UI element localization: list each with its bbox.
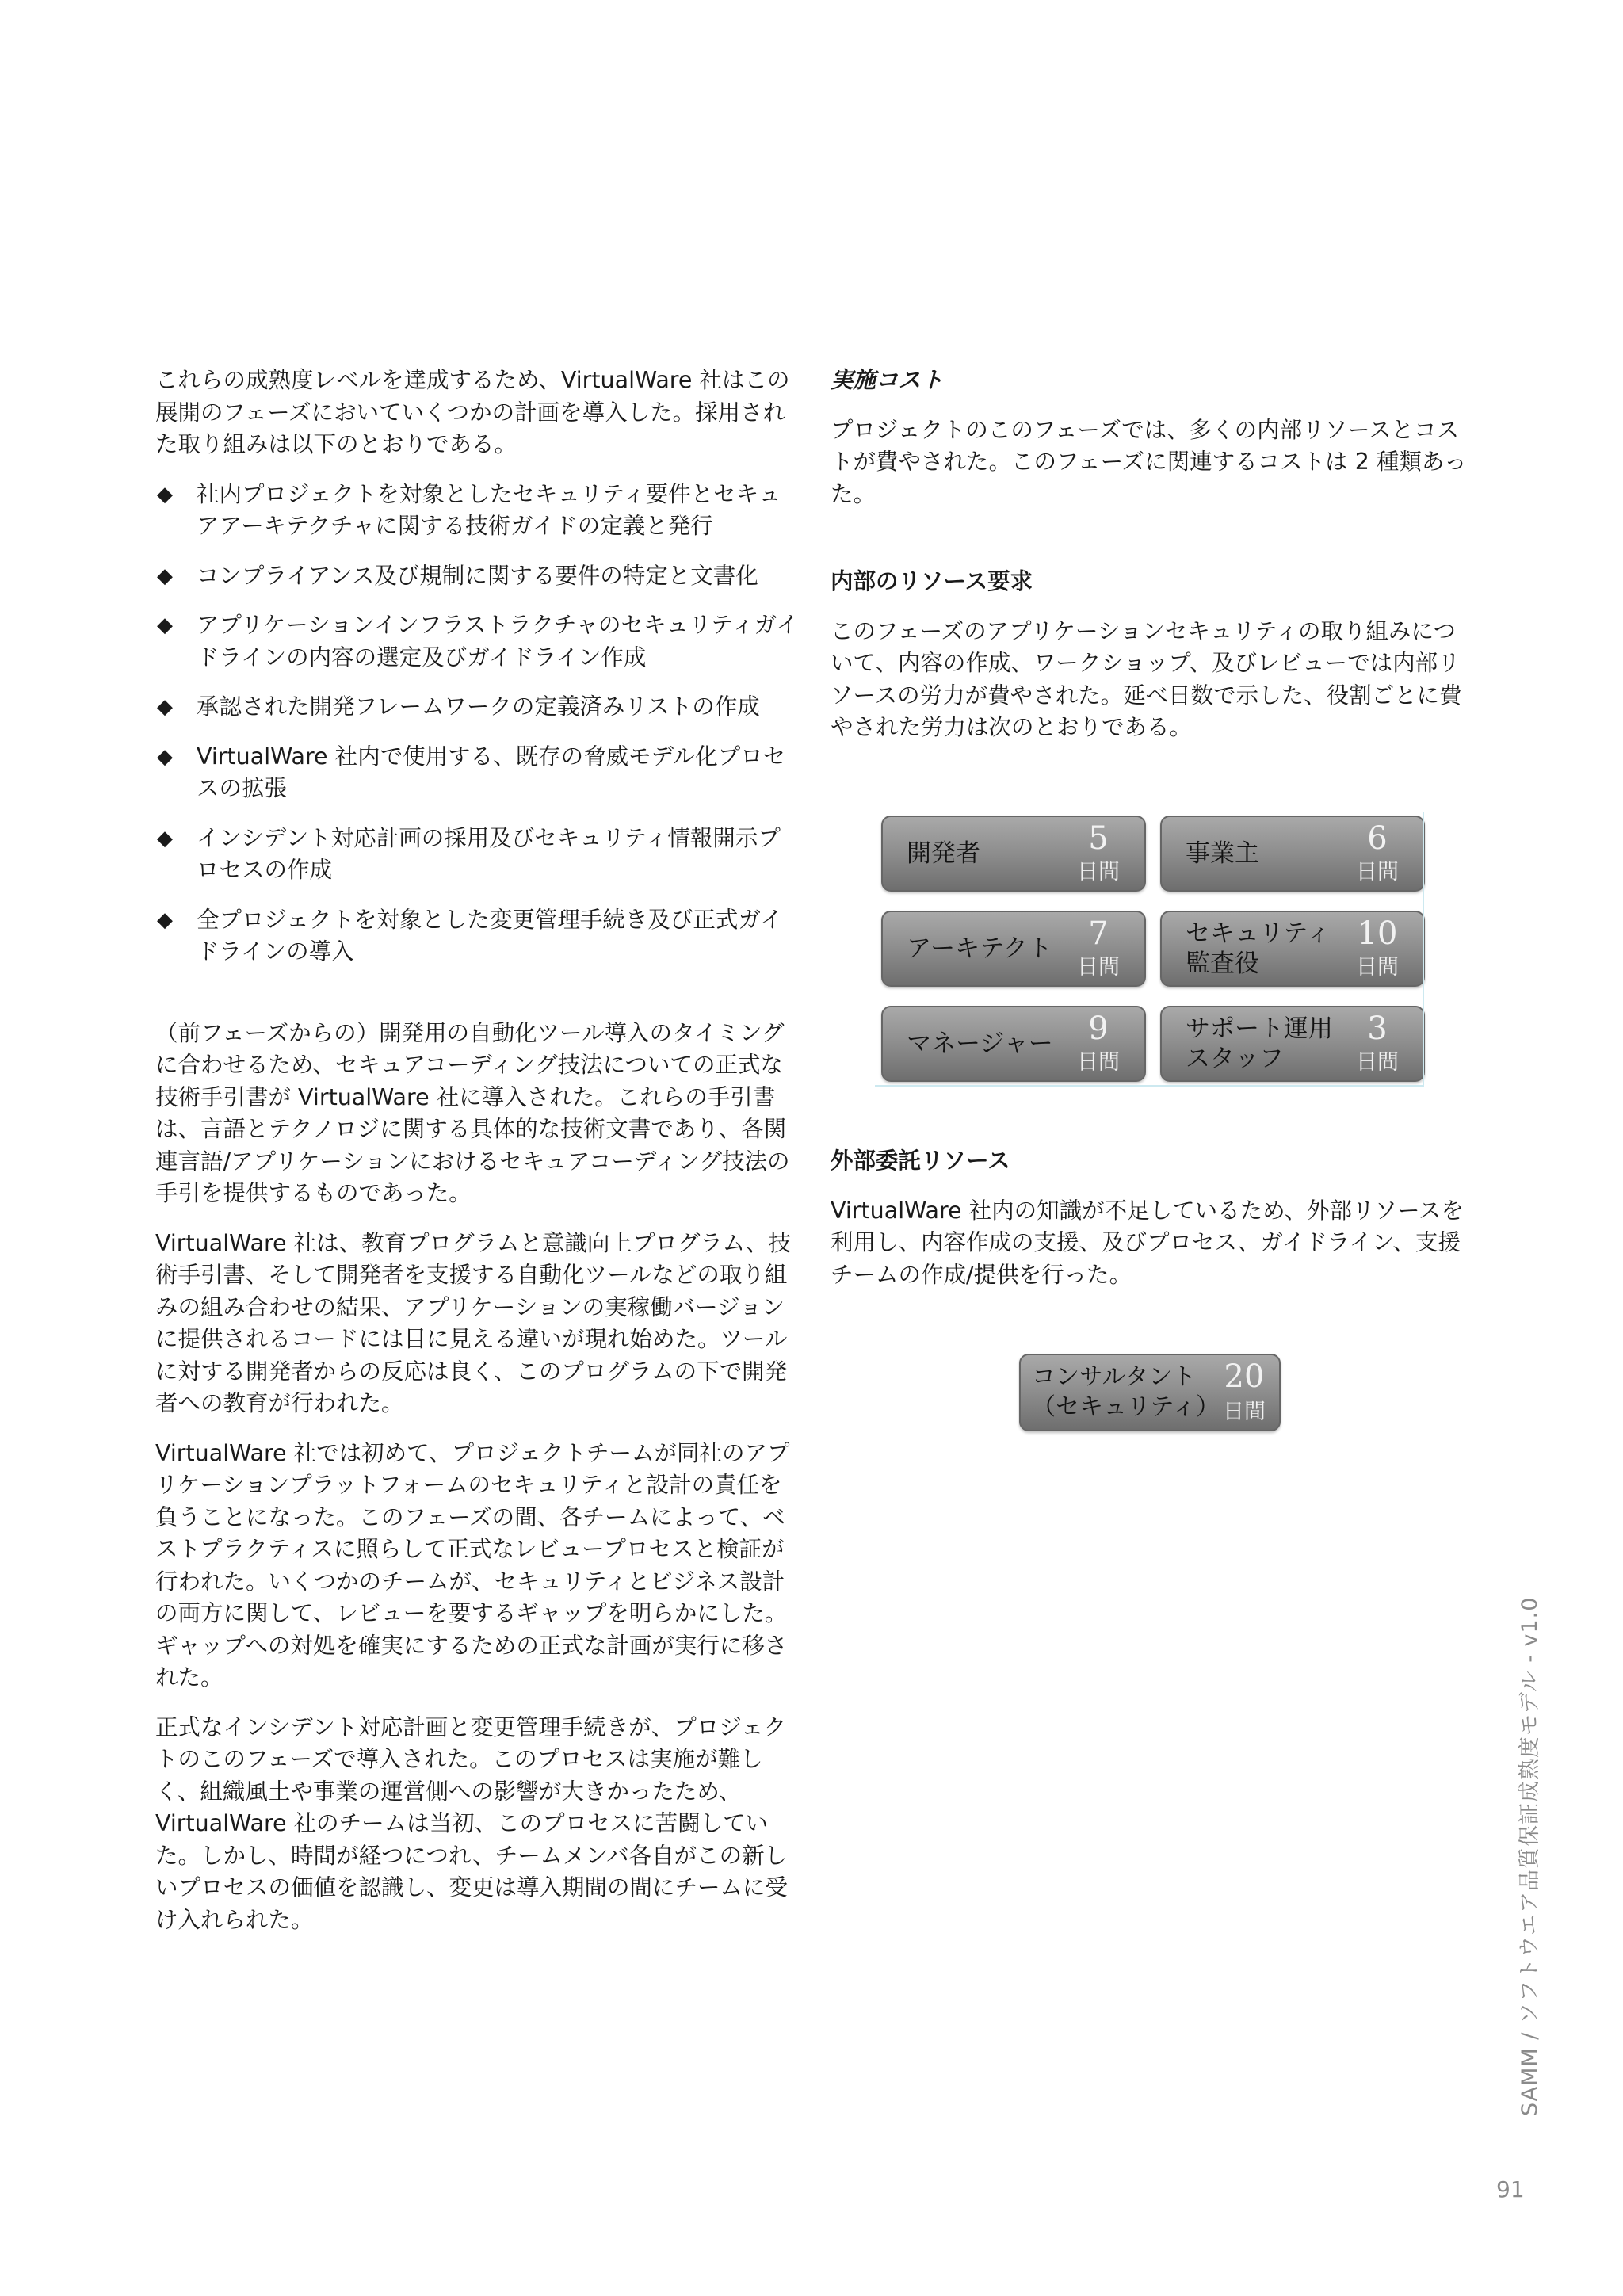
cost-paragraph: プロジェクトのこのフェーズでは、多くの内部リソースとコストが費やされた。このフェーズに関連するコストは 2 種類あった。	[831, 416, 1467, 507]
consultant-effort-card	[1019, 1354, 1281, 1431]
list-item: ◆ 承認された開発フレームワークの定義済みリストの作成	[155, 691, 799, 724]
diamond-bullet-icon: ◆	[157, 482, 173, 506]
role-days-unit: 日間	[1077, 1050, 1120, 1075]
role-effort-card	[881, 816, 1146, 892]
role-days-value: 20	[1224, 1358, 1265, 1395]
role-days-value: 6	[1367, 820, 1388, 857]
role-effort-card	[1160, 1006, 1425, 1082]
role-days-unit: 日間	[1077, 955, 1120, 980]
list-item: ◆ コンプライアンス及び規制に関する要件の特定と文書化	[155, 560, 799, 593]
external-resources-paragraph: VirtualWare 社内の知識が不足しているため、外部リソースを利用し、内容作成の支援、及びプロセス、ガイドライン、支援チームの作成/提供を行った。	[831, 1197, 1465, 1288]
external-resources-section	[831, 1145, 1474, 1291]
role-days-value: 9	[1088, 1010, 1109, 1047]
role-label: 事業主	[1186, 839, 1259, 868]
role-label: マネージャー	[907, 1030, 1053, 1058]
role-effort-card	[1160, 816, 1425, 892]
role-days-unit: 日間	[1356, 955, 1399, 980]
body-paragraph: （前フェーズからの）開発用の自動化ツール導入のタイミングに合わせるため、セキュアコーディング技法についての正式な技術手引書が VirtualWare 社に導入された。これらの手引書は、言語とテクノロジに関する具体的な技術文書であり、各関連言語/アプリケーションにおけるセキュアコーディング技法の手引を提供するものであった。	[155, 1019, 790, 1206]
diamond-bullet-icon: ◆	[157, 613, 173, 637]
diamond-bullet-icon: ◆	[157, 563, 173, 588]
role-days-unit: 日間	[1223, 1400, 1266, 1424]
grid-accent-line	[1423, 812, 1424, 1087]
diamond-bullet-icon: ◆	[157, 695, 173, 719]
role-effort-card	[1160, 911, 1425, 987]
intro-paragraph: これらの成熟度レベルを達成するため、VirtualWare 社はこの展開のフェーズにおいていくつかの計画を導入した。採用された取り組みは以下のとおりである。	[155, 367, 790, 457]
page-number: 91	[1496, 2176, 1525, 2202]
role-days-unit: 日間	[1356, 860, 1399, 884]
diamond-bullet-icon: ◆	[157, 744, 173, 769]
role-effort-card	[881, 1006, 1146, 1082]
right-column	[831, 365, 1474, 744]
grid-accent-line	[875, 1085, 1423, 1087]
role-label: アーキテクト	[907, 934, 1052, 963]
list-item: ◆ 全プロジェクトを対象とした変更管理手続き及び正式ガイドラインの導入	[155, 904, 799, 968]
external-resources-heading: 外部委託リソース	[831, 1148, 1010, 1174]
role-days-value: 5	[1088, 820, 1109, 857]
role-days-unit: 日間	[1077, 860, 1120, 884]
role-label: セキュリティ 監査役	[1186, 919, 1331, 978]
role-label: 開発者	[907, 839, 980, 868]
initiatives-list	[155, 479, 799, 968]
role-label: コンサルタント （セキュリティ）	[1032, 1363, 1220, 1421]
list-item: ◆ アプリケーションインフラストラクチャのセキュリティガイドラインの内容の選定及びガイドライン作成	[155, 609, 799, 674]
list-item: ◆ 社内プロジェクトを対象としたセキュリティ要件とセキュアアーキテクチャに関する技術ガイドの定義と発行	[155, 479, 799, 543]
role-days-value: 3	[1367, 1010, 1388, 1047]
list-item: ◆ VirtualWare 社内で使用する、既存の脅威モデル化プロセスの拡張	[155, 741, 799, 805]
internal-resources-paragraph: このフェーズのアプリケーションセキュリティの取り組みについて、内容の作成、ワークショップ、及びレビューでは内部リソースの労力が費やされた。延べ日数で示した、役割ごとに費やされた労力は次のとおりである。	[831, 617, 1462, 740]
document-title-sidebar: SAMM / ソフトウエア品質保証成熟度モデル - v1.0	[1518, 1596, 1542, 2116]
role-days-value: 7	[1088, 915, 1109, 952]
body-paragraph: VirtualWare 社は、教育プログラムと意識向上プログラム、技術手引書、そして開発者を支援する自動化ツールなどの取り組みの組み合わせの結果、アプリケーションの実稼働バージョンに提供されるコードには目に見える違いが現れ始めた。ツールに対する開発者からの反応は良く、このプログラムの下で開発者への教育が行われた。	[155, 1229, 791, 1416]
diamond-bullet-icon: ◆	[157, 907, 173, 932]
diamond-bullet-icon: ◆	[157, 826, 173, 850]
body-paragraph: 正式なインシデント対応計画と変更管理手続きが、プロジェクトのこのフェーズで導入された。このプロセスは実施が難しく、組織風土や事業の運営側への影響が大きかったため、VirtualWare 社のチームは当初、このプロセスに苦闘していた。しかし、時間が経つにつれ、チームメンバ各自がこの新しいプロセスの価値を認識し、変更は導入期間の間にチームに受け入れられた。	[155, 1713, 789, 1933]
role-label: サポート運用 スタッフ	[1186, 1014, 1333, 1073]
body-paragraph: VirtualWare 社では初めて、プロジェクトチームが同社のアプリケーションプラットフォームのセキュリティと設計の責任を負うことになった。このフェーズの間、各チームによって、ベストプラクティスに照らして正式なレビュープロセスと検証が行われた。いくつかのチームが、セキュリティとビジネス設計の両方に関して、レビューを要するギャップを明らかにした。ギャップへの対処を確実にするための正式な計画が実行に移された。	[155, 1439, 790, 1690]
role-days-unit: 日間	[1356, 1050, 1399, 1075]
internal-resources-heading: 内部のリソース要求	[831, 568, 1033, 594]
cost-heading: 実施コスト	[831, 367, 944, 393]
role-days-value: 10	[1357, 915, 1398, 952]
role-effort-card	[881, 911, 1146, 987]
left-column	[155, 365, 799, 1936]
list-item: ◆ インシデント対応計画の採用及びセキュリティ情報開示プロセスの作成	[155, 823, 799, 887]
